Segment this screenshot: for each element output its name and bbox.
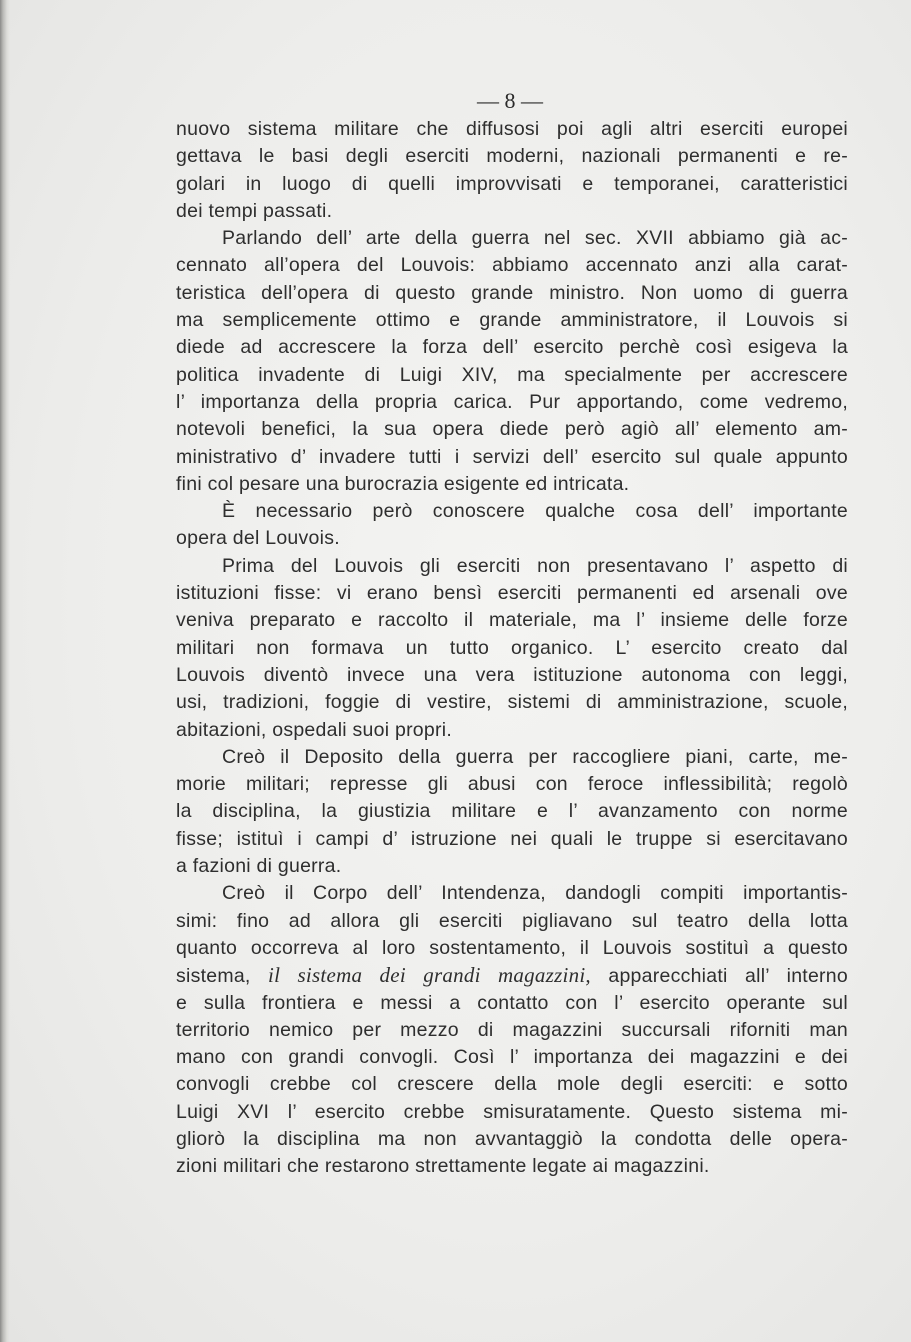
text-line: simi: fino ad allora gli eserciti pigliavano sul teatro della lotta [176,909,848,932]
text-line: usi, tradizioni, foggie di vestire, sistemi di amministrazione, scuole, [176,691,848,714]
text-line: notevoli benefici, la sua opera diede però agiò all’ elemento am- [176,418,848,441]
text-line: Luigi XVI l’ esercito crebbe smisuratamente. Questo sistema mi- [176,1100,848,1123]
text-line: mano con grandi convogli. Così l’ importanza dei magazzini e dei [176,1046,848,1069]
text-line: militari non formava un tutto organico. L’ esercito creato dal [176,636,848,659]
text-line: quanto occorreva al loro sostentamento, il Louvois sostituì a questo [176,936,848,959]
text-line: dei tempi passati. [176,199,333,222]
text-line: politica invadente di Luigi XIV, ma specialmente per accrescere [176,363,848,386]
text-line: ma semplicemente ottimo e grande amministratore, il Louvois si [176,309,848,332]
text-line: morie militari; represse gli abusi con feroce inflessibilità; regolò [176,773,848,796]
text-line: Louvois diventò invece una vera istituzione autonoma con leggi, [176,663,848,686]
body-text [176,116,848,1181]
text-line: convogli crebbe col crescere della mole degli eserciti: e sotto [176,1073,848,1096]
text-line: zioni militari che restarono strettamente legate ai magazzini. [176,1155,710,1178]
text-line: a fazioni di guerra. [176,855,342,878]
text-line: opera del Louvois. [176,527,340,550]
text-line: veniva preparato e raccolto il materiale, ma l’ insieme delle forze [176,609,848,632]
text-line: cennato all’opera del Louvois: abbiamo accennato anzi alla carat- [176,254,848,277]
text-line: nuovo sistema militare che diffusosi poi agli altri eserciti europei [176,118,848,140]
text-line: istituzioni fisse: vi erano bensì eserciti permanenti ed arsenali ove [176,582,848,605]
binding-shadow [0,0,10,1342]
text-line: e sulla frontiera e messi a contatto con l’ esercito operante sul [176,991,848,1014]
text-line: golari in luogo di quelli improvvisati e temporanei, caratteristici [176,172,848,195]
text-line: Creò il Corpo dell’ Intendenza, dandogli compiti importantis- [222,882,848,905]
text-line: Prima del Louvois gli eserciti non presentavano l’ aspetto di [222,554,848,577]
text-line: gettava le basi degli eserciti moderni, nazionali permanenti e re- [176,145,848,168]
text-line: ministrativo d’ invadere tutti i servizi dell’ esercito sul quale appunto [176,445,848,468]
text-line-sistema [176,962,848,989]
text-segment: sistema, [176,965,269,988]
page-number: — 8 — [477,88,543,113]
text-line: abitazioni, ospedali suoi propri. [176,718,452,741]
text-line: la disciplina, la giustizia militare e l’ avanzamento con norme [176,800,848,823]
text-line: diede ad accrescere la forza dell’ esercito perchè così esigeva la [176,336,848,359]
text-line: È necessario però conoscere qualche cosa dell’ importante [222,500,848,523]
text-line: teristica dell’opera di questo grande ministro. Non uomo di guerra [176,281,848,304]
italic-phrase: il sistema dei grandi magazzini, [268,963,591,988]
text-line: territorio nemico per mezzo di magazzini succursali riforniti man [176,1018,848,1041]
text-line: l’ importanza della propria carica. Pur apportando, come vedremo, [176,390,848,413]
text-line: Creò il Deposito della guerra per raccogliere piani, carte, me- [222,745,848,768]
text-line: Parlando dell’ arte della guerra nel sec. XVII abbiamo già ac- [222,227,848,250]
text-line: fisse; istituì i campi d’ istruzione nei quali le truppe si esercitavano [176,827,848,850]
text-line: gliorò la disciplina ma non avvantaggiò la condotta delle opera- [176,1127,848,1150]
text-segment: apparecchiati all’ interno [590,965,848,988]
text-line: fini col pesare una burocrazia esigente ed intricata. [176,472,630,495]
